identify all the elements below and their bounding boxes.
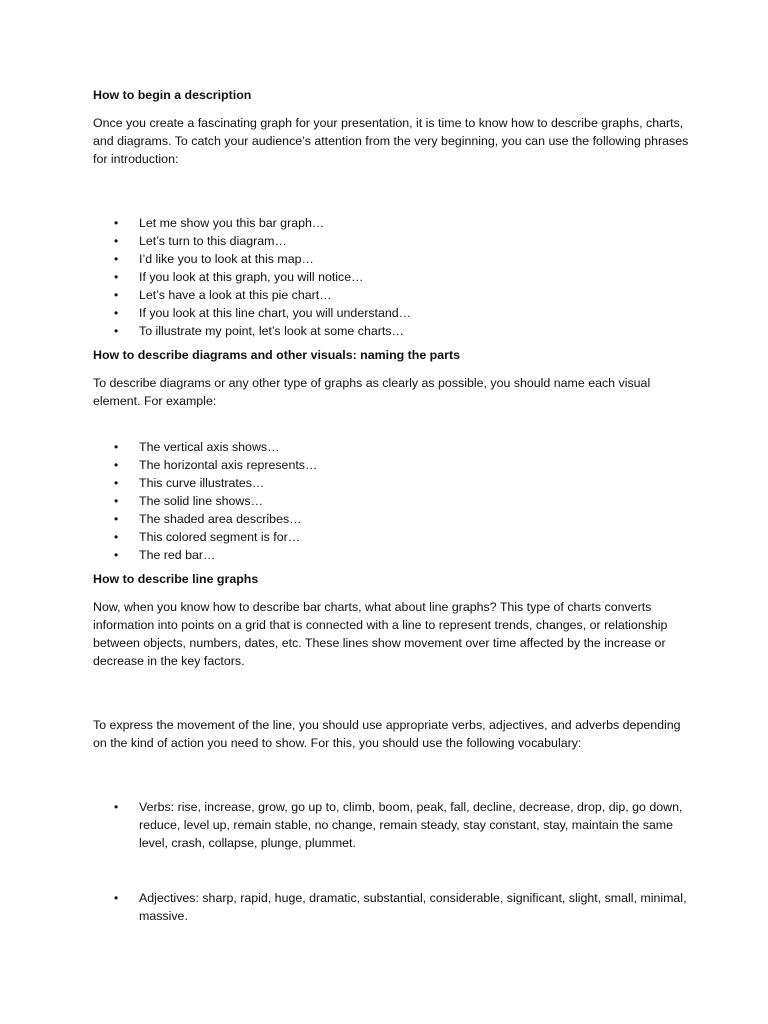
list-item: • Adjectives: sharp, rapid, huge, dramatic, substantial, considerable, significant, slight, small, minimal, massive. xyxy=(114,891,687,923)
bullet-icon: • xyxy=(114,234,119,248)
list-item: • Let me show you this bar graph… xyxy=(114,216,325,230)
bullet-icon: • xyxy=(114,440,119,454)
list-item: • Verbs: rise, increase, grow, go up to, climb, boom, peak, fall, decline, decrease, drop, dip, go down, reduce, level up, remain stable, no change, remain steady, stay constant, stay, maintain the same level, crash, collapse, plunge, plummet. xyxy=(114,800,683,850)
adjectives-list xyxy=(93,889,693,925)
bullet-icon: • xyxy=(114,512,119,526)
section-heading-naming-parts: How to describe diagrams and other visuals: naming the parts xyxy=(93,348,460,362)
bullet-icon: • xyxy=(114,800,119,814)
visual-elements-list xyxy=(93,438,693,564)
list-item: • I’d like you to look at this map… xyxy=(114,252,314,266)
bullet-icon: • xyxy=(114,270,119,284)
list-item: • To illustrate my point, let’s look at some charts… xyxy=(114,324,404,338)
list-item: • Let’s turn to this diagram… xyxy=(114,234,287,248)
list-item: • The solid line shows… xyxy=(114,494,263,508)
bullet-icon: • xyxy=(114,548,119,562)
bullet-icon: • xyxy=(114,530,119,544)
bullet-icon: • xyxy=(114,216,119,230)
list-item: • If you look at this line chart, you will understand… xyxy=(114,306,412,320)
bullet-icon: • xyxy=(114,252,119,266)
bullet-icon: • xyxy=(114,476,119,490)
intro-phrases-list xyxy=(93,214,693,340)
list-item: • If you look at this graph, you will notice… xyxy=(114,270,364,284)
bullet-icon: • xyxy=(114,458,119,472)
line-graphs-paragraph: Now, when you know how to describe bar charts, what about line graphs? This type of charts converts information into points on a grid that is connected with a line to represent trends, changes, or relationship between objects, numbers, dates, etc. These lines show movement over time affected by the increase or decrease in the key factors. xyxy=(93,600,668,668)
verbs-list xyxy=(93,798,693,852)
bullet-icon: • xyxy=(114,891,119,905)
naming-parts-paragraph: To describe diagrams or any other type of graphs as clearly as possible, you should name each visual element. For example: xyxy=(93,376,651,408)
list-item: • This curve illustrates… xyxy=(114,476,265,490)
list-item: • The red bar… xyxy=(114,548,216,562)
bullet-icon: • xyxy=(114,306,119,320)
list-item: • The horizontal axis represents… xyxy=(114,458,318,472)
section-heading-begin-description: How to begin a description xyxy=(93,88,252,102)
intro-paragraph: Once you create a fascinating graph for your presentation, it is time to know how to describe graphs, charts, and diagrams. To catch your audience’s attention from the very beginning, you can use the following phrases for introduction: xyxy=(93,116,689,166)
list-item: • This colored segment is for… xyxy=(114,530,301,544)
section-heading-line-graphs: How to describe line graphs xyxy=(93,572,259,586)
bullet-icon: • xyxy=(114,288,119,302)
document-page xyxy=(93,86,693,925)
vocabulary-intro-paragraph: To express the movement of the line, you should use appropriate verbs, adjectives, and adverbs depending on the kind of action you need to show. For this, you should use the following vocabulary: xyxy=(93,718,681,750)
bullet-icon: • xyxy=(114,324,119,338)
list-item: • Let’s have a look at this pie chart… xyxy=(114,288,332,302)
list-item: • The vertical axis shows… xyxy=(114,440,280,454)
list-item: • The shaded area describes… xyxy=(114,512,302,526)
bullet-icon: • xyxy=(114,494,119,508)
